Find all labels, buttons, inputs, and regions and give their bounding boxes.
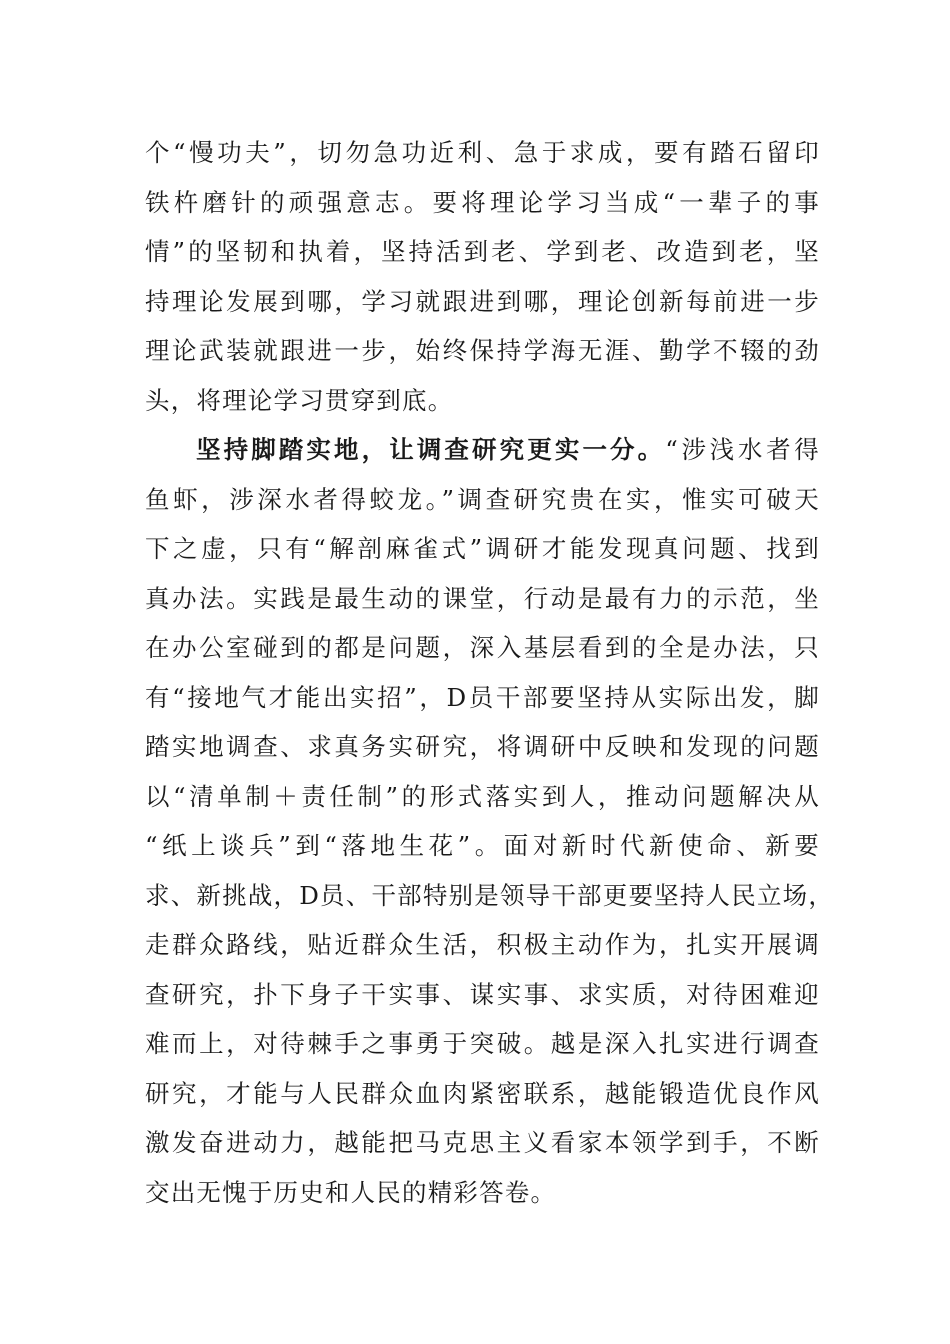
text-line: 以“清单制＋责任制”的形式落实到人，推动问题解决从 — [145, 781, 820, 811]
paragraph-first-line — [145, 425, 820, 475]
text-line: 研究，才能与人民群众血肉紧密联系，越能锻造优良作风 — [145, 1078, 820, 1108]
paragraph-research — [145, 425, 835, 1217]
text-line: 持理论发展到哪，学习就跟进到哪，理论创新每前进一步 — [145, 286, 820, 316]
text-line: 交出无愧于历史和人民的精彩答卷。 — [145, 1177, 557, 1207]
text-line: 踏实地调查、求真务实研究，将调研中反映和发现的问题 — [145, 732, 820, 761]
text-line: 走群众路线，贴近群众生活，积极主动作为，扎实开展调 — [145, 930, 820, 959]
text-line: 情”的坚韧和执着，坚持活到老、学到老、改造到老，坚 — [145, 237, 820, 266]
text-line: 理论武装就跟进一步，始终保持学海无涯、勤学不辍的劲 — [145, 336, 820, 365]
text-line: 求、新挑战，D员、干部特别是领导干部更要坚持人民立场， — [145, 880, 835, 910]
text-line: 鱼虾，涉深水者得蛟龙。”调查研究贵在实，惟实可破天 — [145, 484, 820, 514]
text-fragment: “涉浅水者得 — [665, 435, 820, 464]
paragraph-heading: 坚持脚踏实地，让调查研究更实一分。 — [196, 435, 666, 464]
text-line: 难而上，对待棘手之事勇于突破。越是深入扎实进行调查 — [145, 1029, 820, 1058]
text-line: 下之虚，只有“解剖麻雀式”调研才能发现真问题、找到 — [145, 534, 820, 563]
text-line: 有“接地气才能出实招”，D员干部要坚持从实际出发，脚 — [145, 682, 820, 712]
paragraph-theory-study — [145, 128, 820, 425]
document-body — [145, 128, 835, 1217]
text-line: 真办法。实践是最生动的课堂，行动是最有力的示范，坐 — [145, 583, 820, 613]
text-line: 个“慢功夫”，切勿急功近利、急于求成，要有踏石留印 — [145, 138, 820, 167]
text-line: 头，将理论学习贯穿到底。 — [145, 385, 454, 415]
text-line: “纸上谈兵”到“落地生花”。面对新时代新使命、新要 — [145, 831, 820, 860]
text-line: 铁杵磨针的顽强意志。要将理论学习当成“一辈子的事 — [145, 187, 820, 217]
text-line: 激发奋进动力，越能把马克思主义看家本领学到手，不断 — [145, 1128, 820, 1157]
text-line: 在办公室碰到的都是问题，深入基层看到的全是办法，只 — [145, 633, 820, 662]
text-line: 查研究，扑下身子干实事、谋实事、求实质，对待困难迎 — [145, 979, 820, 1009]
